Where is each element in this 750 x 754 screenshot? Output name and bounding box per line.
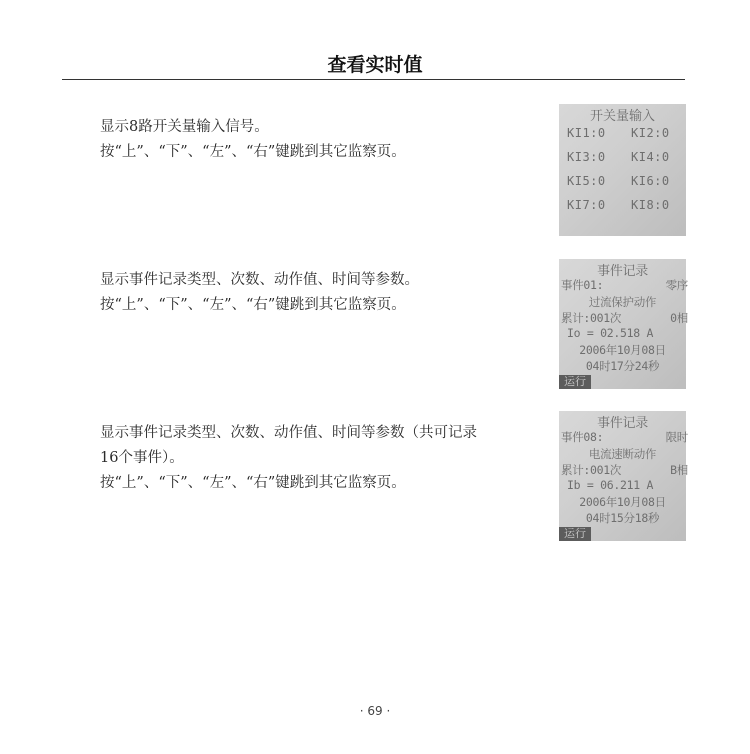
lcd-event-row xyxy=(559,277,690,293)
ki-value: KI5:0 xyxy=(567,174,606,188)
section-3-description xyxy=(100,421,530,496)
lcd-screen-switch-input xyxy=(559,104,686,236)
event-number: 事件01: xyxy=(561,278,604,292)
ki-value: KI3:0 xyxy=(567,150,606,164)
event-phase: B相 xyxy=(670,463,688,477)
ki-value: KI7:0 xyxy=(567,198,606,212)
description-line: 显示事件记录类型、次数、动作值、时间等参数（共可记录 xyxy=(100,425,477,441)
lcd-screen-event-record-8 xyxy=(559,411,686,541)
description-line: 按“上”、“下”、“左”、“右”键跳到其它监察页。 xyxy=(100,297,406,313)
lcd-title: 开关量输入 xyxy=(589,109,655,124)
event-date: 2006年10月08日 xyxy=(579,495,666,509)
ki-value: KI2:0 xyxy=(631,126,670,140)
lcd-title: 事件记录 xyxy=(597,416,648,431)
event-type: 零序 xyxy=(665,278,688,292)
page-number: · 69 · xyxy=(359,704,391,718)
page-title: 查看实时值 xyxy=(327,54,423,76)
run-status-indicator: 运行 xyxy=(559,527,591,541)
event-count: 累计:001次 xyxy=(561,463,622,477)
event-type: 限时 xyxy=(665,430,688,444)
description-line: 显示事件记录类型、次数、动作值、时间等参数。 xyxy=(100,272,419,288)
lcd-count-row xyxy=(559,310,690,326)
description-line: 按“上”、“下”、“左”、“右”键跳到其它监察页。 xyxy=(100,144,406,160)
event-value: Io = 02.518 A xyxy=(567,326,654,340)
event-action: 过流保护动作 xyxy=(588,295,657,309)
event-date: 2006年10月08日 xyxy=(579,343,666,357)
description-line: 按“上”、“下”、“左”、“右”键跳到其它监察页。 xyxy=(100,475,406,491)
section-1-description xyxy=(100,115,530,165)
event-phase: 0相 xyxy=(670,311,688,325)
event-value: Ib = 06.211 A xyxy=(567,478,654,492)
lcd-title: 事件记录 xyxy=(597,264,648,279)
run-status-indicator: 运行 xyxy=(559,375,591,389)
description-line: 16个事件）。 xyxy=(100,450,184,466)
event-number: 事件08: xyxy=(561,430,604,444)
lcd-event-row xyxy=(559,429,690,445)
title-divider xyxy=(62,79,685,80)
event-count: 累计:001次 xyxy=(561,311,622,325)
lcd-count-row xyxy=(559,462,690,478)
ki-value: KI1:0 xyxy=(567,126,606,140)
ki-value: KI4:0 xyxy=(631,150,670,164)
section-2-description xyxy=(100,268,530,318)
description-line: 显示8路开关量输入信号。 xyxy=(100,119,269,135)
lcd-screen-event-record-1 xyxy=(559,259,686,389)
ki-value: KI8:0 xyxy=(631,198,670,212)
event-time: 04时17分24秒 xyxy=(585,359,660,373)
event-time: 04时15分18秒 xyxy=(585,511,660,525)
ki-value: KI6:0 xyxy=(631,174,670,188)
event-action: 电流速断动作 xyxy=(588,447,657,461)
